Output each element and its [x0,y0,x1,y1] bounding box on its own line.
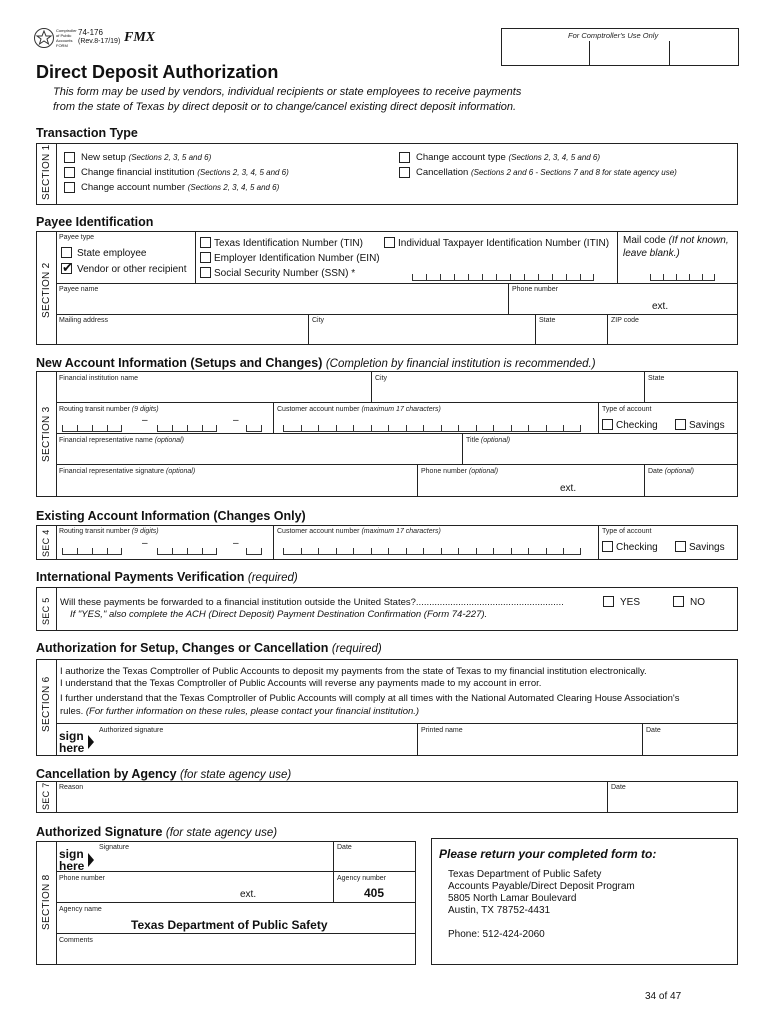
option-note: (Sections 2 and 6 - Sections 7 and 8 for state agency use) [470,168,677,177]
auth-line: I understand that the Texas Comptroller of Public Accounts will reverse any payments made to my account in error. [60,678,542,689]
fin-city-label: City [375,375,388,382]
page-number: 34 of 47 [645,991,682,1002]
divider [589,41,590,66]
payee-name-label: Payee name [59,286,99,293]
form-revision: (Rev.8-17/19) [78,38,121,45]
payee-type-label: Payee type [59,234,95,241]
option-label: Change financial institution [81,167,195,178]
agency-line: of Public [56,33,72,38]
routing-dash: – [233,415,239,426]
divider [669,41,670,66]
heading-text: Authorization for Setup, Changes or Cancellation [36,641,329,655]
international-note: If "YES," also complete the ACH (Direct Deposit) Payment Destination Confirmation (Form 74-227). [70,609,488,620]
heading-text: Authorized Signature [36,825,163,839]
rep-ext-label: ext. [560,483,577,494]
agency-number-value: 405 [364,886,385,900]
ext-label: ext. [652,301,669,312]
section3-box [36,371,738,497]
agency-signature-label: Signature [99,844,129,851]
sign-here-label [59,730,84,754]
agency-line: Accounts [56,38,73,43]
routing-note: (9 digits) [131,406,159,413]
option-label: Change account number [81,182,186,193]
intro-line: from the state of Texas by direct deposit or to change/cancel existing direct deposit information. [53,101,517,113]
return-line: 5805 North Lamar Boulevard [448,893,577,904]
savings-checkbox[interactable] [675,419,686,430]
rep-name-text: Financial representative name [59,437,153,444]
authorized-signature-label: Authorized signature [99,727,164,734]
existing-routing-entry-2[interactable] [157,548,217,555]
auth-text: rules. [60,706,84,717]
agency-line: Comptroller [56,28,77,33]
section7-heading [36,767,291,781]
section6-heading [36,641,382,655]
rep-sig-note: (optional) [166,468,196,475]
ein-checkbox[interactable] [200,252,211,263]
agency-phone-label: Phone number [59,875,105,882]
existing-savings-label: Savings [689,542,725,553]
customer-account-entry[interactable] [283,425,581,432]
section3-heading [36,356,596,370]
phone-text: Phone number [421,468,467,475]
title-note: (optional) [480,437,511,444]
rep-name-label [59,437,184,444]
option-label: New setup [81,152,126,163]
page-title: Direct Deposit Authorization [36,62,279,82]
international-yes-checkbox[interactable] [603,596,614,607]
return-heading: Please return your completed form to: [439,847,657,861]
checking-checkbox[interactable] [602,419,613,430]
heading-note: (Completion by financial institution is recommended.) [325,358,596,370]
section4-label: SEC 4 [41,529,51,557]
new-setup-checkbox[interactable] [64,152,75,163]
mail-code-text: Mail code [623,235,666,246]
heading-note: (required) [247,572,298,584]
return-line: Austin, TX 78752-4431 [448,905,551,916]
auth-note: (For further information on these rules, please contact your financial institution.) [85,706,420,717]
auth-line: I authorize the Texas Comptroller of Public Accounts to deposit my payments from the state of Texas to my financial institution electronically. [60,666,647,677]
agency-sign-arrow-icon [88,853,94,867]
existing-savings-checkbox[interactable] [675,541,686,552]
existing-routing-entry-3[interactable] [246,548,262,555]
state-employee-label: State employee [77,248,147,259]
option-note: (Sections 2, 3, 4, 5 and 6) [187,183,280,192]
savings-label: Savings [689,420,725,431]
sign-text: sign [59,729,84,743]
customer-acct-text: Customer account number [277,406,360,413]
agency-number-label: Agency number [337,875,387,882]
vendor-checkbox[interactable] [61,263,72,274]
section2-label: SECTION 2 [41,262,52,318]
sign-arrow-icon [88,735,94,749]
routing-entry-3[interactable] [246,425,262,432]
agency-line: FORM [56,43,68,48]
section5-label: SEC 5 [41,597,51,625]
routing-dash: – [142,538,148,549]
heading-note: (required) [331,643,382,655]
yes-label: YES [620,597,641,608]
fmx-logo: FMX [124,30,156,45]
auth-date-label: Date [646,727,661,734]
form-number: 74-176 [78,28,103,37]
mailing-address-label: Mailing address [59,317,109,324]
fin-inst-name-label: Financial institution name [59,375,138,382]
option-label: Change account type [416,152,506,163]
itin-label: Individual Taxpayer Identification Number (ITIN) [398,238,610,249]
comments-label: Comments [59,937,93,944]
section3-label: SECTION 3 [41,406,52,462]
tin-label: Texas Identification Number (TIN) [214,238,363,249]
mail-code-note: (If not known, [668,235,729,246]
existing-type-label: Type of account [602,528,652,535]
change-account-number-checkbox[interactable] [64,182,75,193]
here-text: here [59,859,85,873]
new-setup-option [81,152,211,163]
rep-phone-label [421,468,498,475]
tin-checkbox[interactable] [200,237,211,248]
routing-entry-2[interactable] [157,425,217,432]
international-question: Will these payments be forwarded to a financial institution outside the United States?........................................................ [60,597,564,608]
mail-code-label [623,235,729,246]
existing-customer-account-entry[interactable] [283,548,581,555]
agency-sign-here-label [59,848,84,872]
section4-heading: Existing Account Information (Changes Only) [36,509,306,523]
heading-note: (for state agency use) [180,769,292,781]
agency-ext-label: ext. [240,889,257,900]
option-note: (Sections 2, 3, 4, 5 and 6) [197,168,289,177]
id-number-entry[interactable] [412,274,594,281]
here-text: here [59,741,85,755]
customer-acct-note: (maximum 17 characters) [361,528,441,535]
option-label: Cancellation [416,167,469,178]
ssn-star: * [351,268,356,279]
change-fin-option [81,167,289,178]
section5-heading [36,570,298,584]
fin-state-label: State [648,375,665,382]
heading-text: New Account Information (Setups and Changes) [36,356,323,370]
routing-entry-1[interactable] [62,425,122,432]
rep-date-label [648,468,694,475]
section1-heading: Transaction Type [36,126,138,140]
return-line: Texas Department of Public Safety [448,869,602,880]
section6-label: SECTION 6 [41,676,52,732]
agency-name-label: Agency name [59,906,102,913]
agency-name-value: Texas Department of Public Safety [131,918,328,932]
title-text: Title [466,437,479,444]
rep-name-note: (optional) [154,437,184,444]
cancel-date-label: Date [611,784,626,791]
state-label: State [539,317,556,324]
existing-routing-label [59,528,159,535]
itin-checkbox[interactable] [384,237,395,248]
ssn-text: Social Security Number (SSN) [214,268,349,279]
date-note: (optional) [664,468,694,475]
option-note: (Sections 2, 3, 4, 5 and 6) [508,153,601,162]
comptroller-use-label: For Comptroller's Use Only [568,31,659,40]
existing-routing-entry-1[interactable] [62,548,122,555]
intro-line: This form may be used by vendors, individual recipients or state employees to receive payments [53,86,522,98]
section2-heading: Payee Identification [36,215,154,229]
ssn-label [214,268,355,279]
mail-code-note: leave blank.) [623,248,680,259]
printed-name-label: Printed name [421,727,463,734]
change-account-type-checkbox[interactable] [399,152,410,163]
auth-line: I further understand that the Texas Comptroller of Public Accounts will comply at all times with the National Automated Clearing House Association's [60,693,680,704]
mail-code-entry[interactable] [650,274,715,281]
cancellation-checkbox[interactable] [399,167,410,178]
routing-dash: – [142,415,148,426]
ssn-checkbox[interactable] [200,267,211,278]
state-employee-checkbox[interactable] [61,247,72,258]
section8-label: SECTION 8 [41,874,52,930]
rep-signature-label [59,468,195,475]
agency-block [56,28,77,48]
phone-note: (optional) [468,468,499,475]
change-financial-institution-checkbox[interactable] [64,167,75,178]
customer-account-label [277,406,441,413]
city-label: City [312,317,325,324]
routing-dash: – [233,538,239,549]
rep-title-label [466,437,510,444]
existing-checking-label: Checking [616,542,658,553]
checking-label: Checking [616,420,658,431]
heading-text: Cancellation by Agency [36,767,177,781]
routing-text: Routing transit number [59,406,130,413]
auth-line [60,706,419,717]
no-label: NO [690,597,705,608]
section7-box [36,781,738,813]
date-text: Date [648,468,663,475]
section1-label: SECTION 1 [41,144,52,200]
international-no-checkbox[interactable] [673,596,684,607]
return-phone: Phone: 512-424-2060 [448,929,545,940]
ein-label: Employer Identification Number (EIN) [214,253,380,264]
phone-number-label: Phone number [512,286,558,293]
rep-sig-text: Financial representative signature [59,468,165,475]
heading-note: (for state agency use) [165,827,278,839]
return-line: Accounts Payable/Direct Deposit Program [448,881,635,892]
reason-label: Reason [59,784,84,791]
customer-acct-note: (maximum 17 characters) [361,406,441,413]
change-acct-option [81,182,279,193]
option-note: (Sections 2, 3, 5 and 6) [128,153,212,162]
change-type-option [416,152,600,163]
routing-note: (9 digits) [131,528,159,535]
existing-customer-account-label [277,528,441,535]
section7-label: SEC 7 [41,782,51,810]
zip-label: ZIP code [611,317,639,324]
cancellation-option [416,167,677,178]
existing-checking-checkbox[interactable] [602,541,613,552]
section8-heading [36,825,277,839]
type-of-account-label: Type of account [602,406,652,413]
sign-text: sign [59,847,84,861]
agency-date-label: Date [337,844,352,851]
routing-label [59,406,159,413]
comptroller-seal-icon [34,28,54,48]
vendor-label: Vendor or other recipient [77,264,187,275]
routing-text: Routing transit number [59,528,130,535]
customer-acct-text: Customer account number [277,528,360,535]
heading-text: International Payments Verification [36,570,245,584]
